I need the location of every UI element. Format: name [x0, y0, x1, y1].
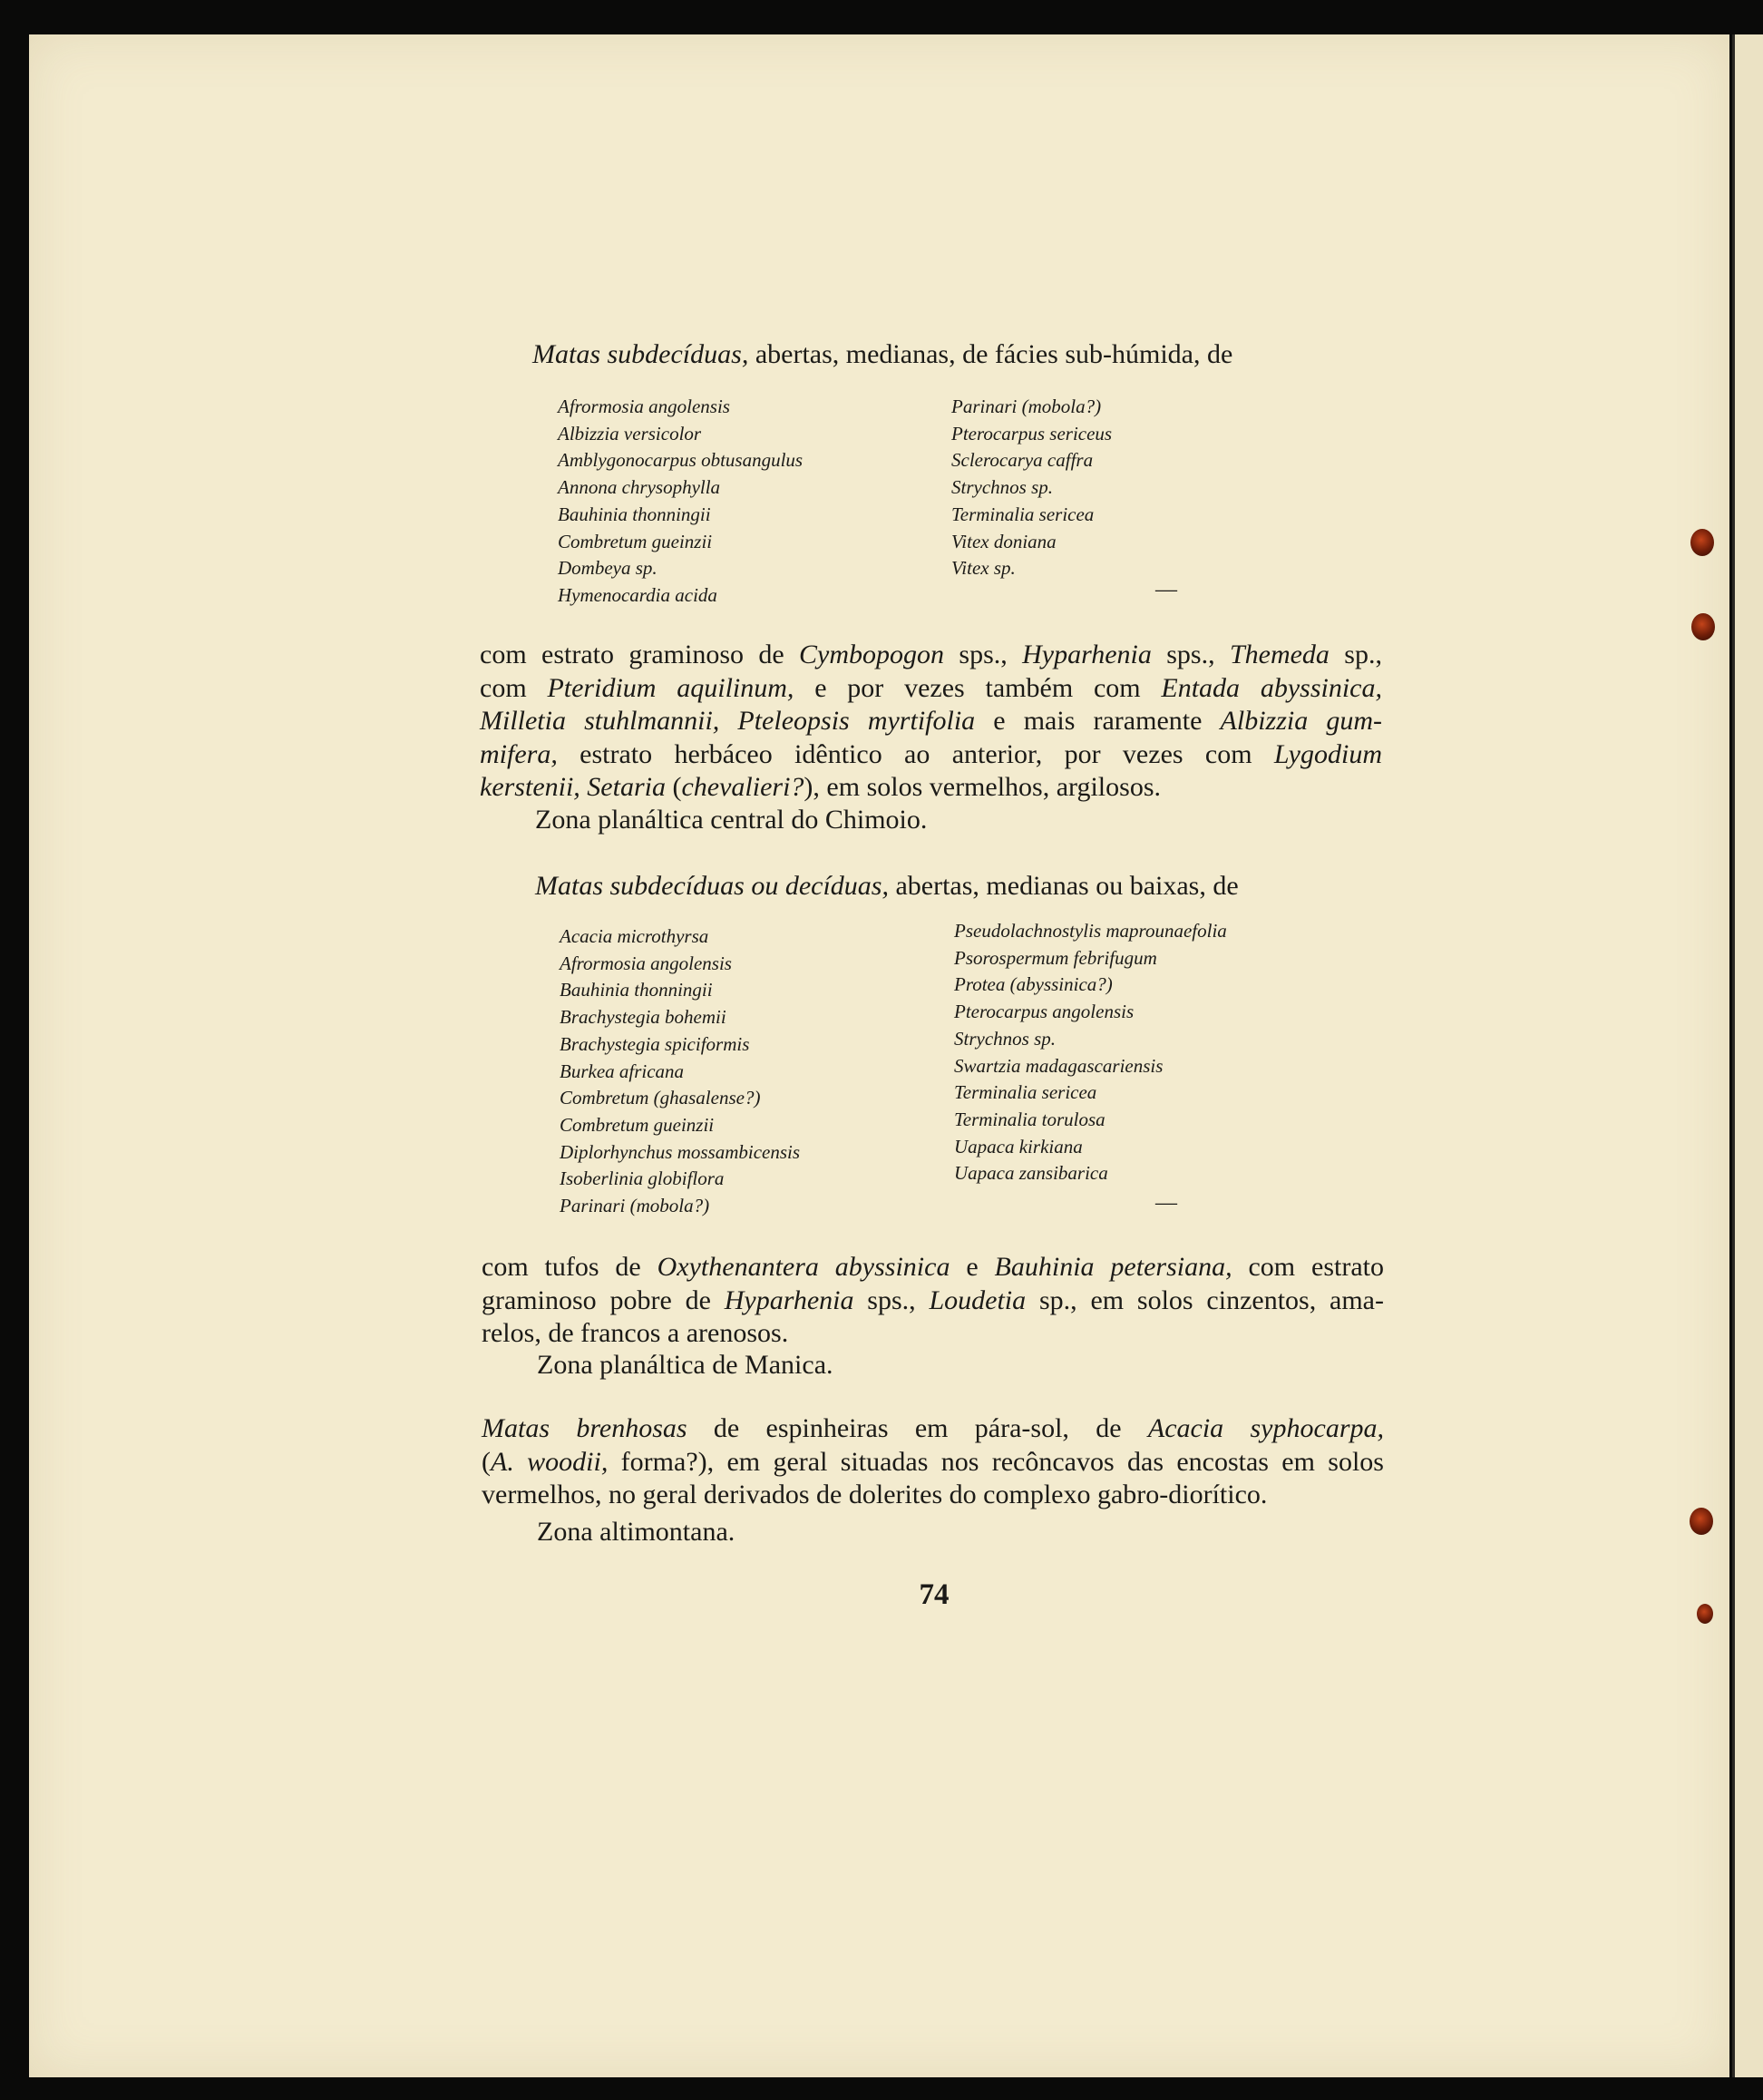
species-name: Vitex doniana — [951, 530, 1057, 552]
species-name: Terminalia sericea — [951, 503, 1095, 525]
species-name: Protea (abyssinica?) — [954, 973, 1113, 996]
species-name: Afrormosia angolensis — [558, 396, 730, 417]
species-name: Diplorhynchus mossambicensis — [560, 1140, 801, 1163]
species-name: Dombeya sp. — [558, 557, 657, 580]
section-1-species-left — [558, 394, 803, 610]
binding-hole — [1690, 1508, 1713, 1535]
species-name: Burkea africana — [560, 1060, 685, 1082]
body-line: Matas brenhosas de espinheiras em pára-sol, de Acacia syphocarpa, — [482, 1413, 1384, 1443]
binding-hole — [1691, 613, 1715, 640]
body-line: relos, de francos a arenosos. — [482, 1318, 789, 1348]
section-1-heading-italic: Matas subdecíduas, — [532, 339, 749, 369]
section-2-heading-rest: abertas, medianas ou baixas, de — [888, 871, 1239, 901]
species-name: Pterocarpus angolensis — [954, 1001, 1135, 1023]
species-name: Bauhinia thonningii — [558, 503, 711, 525]
species-name: Psorospermum febrifugum — [954, 946, 1157, 969]
species-name: Parinari (mobola?) — [951, 396, 1102, 417]
species-name: Combretum gueinzii — [560, 1113, 715, 1136]
species-name: Parinari (mobola?) — [560, 1195, 710, 1217]
species-name: Combretum (ghasalense?) — [560, 1087, 761, 1109]
body-line: graminoso pobre de Hyparhenia sps., Loudetia sp., em solos cinzentos, ama- — [482, 1284, 1384, 1315]
body-line: mifera, estrato herbáceo idêntico ao anterior, por vezes com Lygodium — [480, 738, 1382, 769]
species-name: Pterocarpus sericeus — [951, 422, 1113, 444]
species-name: Swartzia madagascariensis — [954, 1054, 1164, 1077]
species-name: Uapaca zansibarica — [954, 1162, 1108, 1185]
species-name: Sclerocarya caffra — [951, 449, 1094, 472]
species-name: Uapaca kirkiana — [954, 1135, 1083, 1157]
species-name: Hymenocardia acida — [558, 583, 717, 606]
section-2-heading-italic: Matas subdecíduas ou decíduas, — [535, 871, 889, 901]
section-1-species-right — [951, 394, 1112, 582]
species-name: Albizzia versicolor — [558, 422, 702, 444]
species-name: Afrormosia angolensis — [560, 952, 732, 974]
species-name: Amblygonocarpus obtusangulus — [558, 449, 804, 472]
species-name: Brachystegia spiciformis — [560, 1032, 750, 1055]
section-3-zone: Zona altimontana. — [537, 1517, 735, 1547]
section-1-heading — [532, 337, 1232, 372]
species-name: Bauhinia thonningii — [560, 979, 713, 1001]
species-name: Terminalia sericea — [954, 1081, 1097, 1104]
body-line: vermelhos, no geral derivados de dolerites do complexo gabro-diorítico. — [482, 1480, 1268, 1509]
section-2-heading — [535, 869, 1239, 903]
body-line: (A. woodii, forma?), em geral situadas nos recôncavos das encostas em solos — [482, 1446, 1384, 1477]
section-2-species-right — [954, 918, 1227, 1187]
species-name: Brachystegia bohemii — [560, 1006, 726, 1029]
species-name: Combretum gueinzii — [558, 530, 713, 552]
species-name: Strychnos sp. — [954, 1027, 1056, 1050]
species-name: Strychnos sp. — [951, 476, 1053, 499]
body-line: com Pteridium aquilinum, e por vezes também com Entada abyssinica, — [480, 672, 1382, 703]
body-line: com tufos de Oxythenantera abyssinica e Bauhinia petersiana, com estrato — [482, 1252, 1384, 1282]
section-1-heading-rest: abertas, medianas, de fácies sub-húmida, de — [748, 339, 1233, 369]
section-2-species-left — [560, 923, 800, 1220]
body-line: com estrato graminoso de Cymbopogon sps., Hyparhenia sps., Themeda sp., — [480, 640, 1382, 669]
species-name: Isoberlinia globiflora — [560, 1167, 725, 1190]
binding-hole — [1690, 529, 1714, 556]
section-1-dash: — — [1155, 578, 1177, 601]
section-1-zone: Zona planáltica central do Chimoio. — [535, 805, 928, 835]
species-name: Vitex sp. — [951, 557, 1016, 580]
species-name: Terminalia torulosa — [954, 1108, 1106, 1130]
section-2-zone: Zona planáltica de Manica. — [537, 1350, 833, 1380]
next-page-edge — [1732, 34, 1763, 2077]
body-line: kerstenii, Setaria (chevalieri?), em solos vermelhos, argilosos. — [480, 772, 1161, 802]
page-number: 74 — [919, 1578, 950, 1611]
body-line: Milletia stuhlmannii, Pteleopsis myrtifolia e mais raramente Albizzia gum- — [480, 706, 1383, 736]
section-2-dash: — — [1155, 1191, 1177, 1215]
species-name: Annona chrysophylla — [558, 476, 721, 499]
species-name: Pseudolachnostylis maprounaefolia — [954, 920, 1227, 942]
species-name: Acacia microthyrsa — [560, 925, 709, 947]
